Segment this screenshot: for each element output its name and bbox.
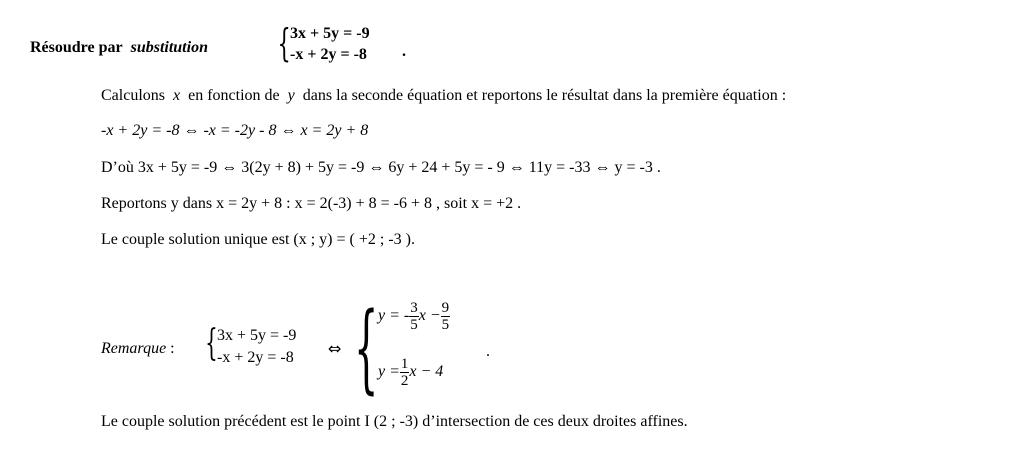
header-label: Résoudre par substitution [30,39,208,56]
remark-eq1: 3x + 5y = -9 [217,327,297,344]
header-method: substitution [130,39,208,56]
fraction-9-5: $\frac{9}{5}$ [441,300,450,333]
fraction-3-5: $\frac{3}{5}$ [410,300,418,333]
remark-rhs-row-2: y = $\frac{1}{2}$ x − 4 [378,356,444,389]
header-end-dot: . [402,43,406,60]
header-brace: { [277,21,291,65]
line-1: Calculons x en fonction de y dans la seconde équation et reportons le résultat dans la première équation : [101,87,787,104]
fraction-1-2: $\frac{1}{2}$ [400,356,409,389]
remark-brace-left: { [205,323,218,364]
remark-eq2: -x + 2y = -8 [217,349,294,366]
remark-label: Remarque : [101,340,175,357]
remark-equiv: ⇔ [328,339,342,358]
conclusion-line: Le couple solution précédent est le point I (2 ; -3) d’intersection de ces deux droites affines. [101,413,688,430]
remark-rhs-row-1: y = - $\frac{3}{5}$ x − $\frac{9}{5}$ [378,300,450,333]
remark-end-dot: . [486,343,490,360]
line-3: D’où 3x + 5y = -9 ⇔ 3(2y + 8) + 5y = -9 ⇔ 6y + 24 + 5y = - 9 ⇔ 11y = -33 ⇔ y = -3 . [101,159,661,176]
line-5: Le couple solution unique est (x ; y) = ( +2 ; -3 ). [101,231,415,248]
header-system-eq1: 3x + 5y = -9 [290,25,370,42]
line-2: -x + 2y = -8 ⇔ -x = -2y - 8 ⇔ x = 2y + 8 [101,122,369,139]
remark-brace-right: { [354,292,379,404]
line-4: Reportons y dans x = 2y + 8 : x = 2(-3) + 8 = -6 + 8 , soit x = +2 . [101,195,522,212]
header-system-eq2: -x + 2y = -8 [290,46,367,63]
